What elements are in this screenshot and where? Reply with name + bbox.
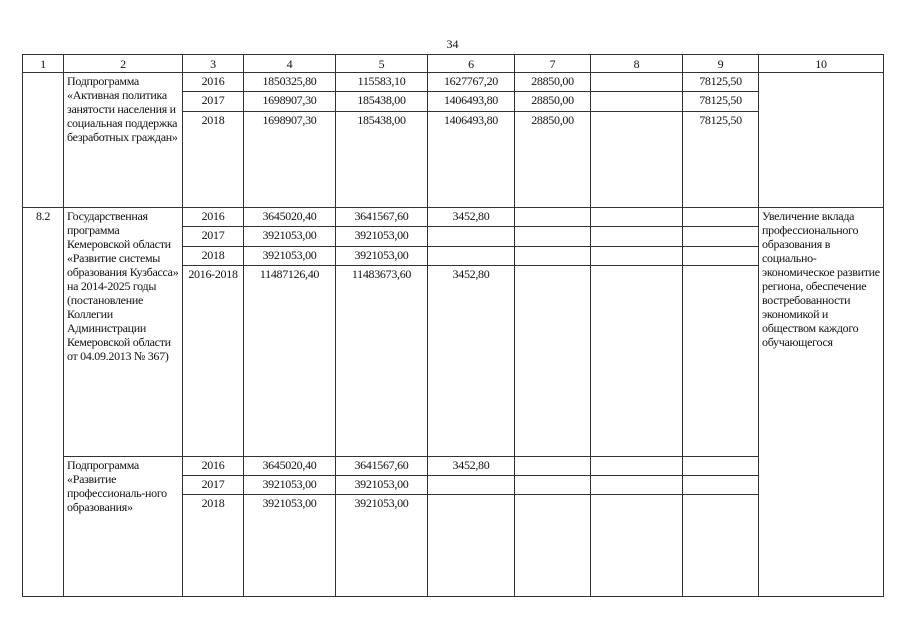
regional-budget-cell: 3921053,00 <box>336 475 428 494</box>
total-cell: 3645020,40 <box>244 208 336 227</box>
total-cell: 3921053,00 <box>244 475 336 494</box>
table-row <box>23 73 884 92</box>
column-number: 2 <box>64 55 183 73</box>
year-cell: 2017 <box>183 475 244 494</box>
extrabudget-cell: 78125,50 <box>683 92 759 111</box>
row-number-cell: 8.2 <box>23 208 64 597</box>
year-cell: 2017 <box>183 92 244 111</box>
column-number: 9 <box>683 55 759 73</box>
other-sources-cell <box>591 475 683 494</box>
expected-result-cell <box>759 73 884 208</box>
extrabudget-cell: 78125,50 <box>683 111 759 207</box>
column-number: 10 <box>759 55 884 73</box>
extrabudget-cell <box>683 246 759 265</box>
program-name-cell: Государственная программа Кемеровской области «Развитие системы образования Кузбасса» на 2014-2025 годы (постановление Коллегии Администрации Кемеровской области от 04.09.2013 № 367) <box>64 208 183 456</box>
regional-budget-cell: 3641567,60 <box>336 456 428 475</box>
total-cell: 3921053,00 <box>244 246 336 265</box>
page-number: 34 <box>446 37 459 51</box>
extrabudget-cell <box>683 227 759 246</box>
column-number: 5 <box>336 55 428 73</box>
extrabudget-cell <box>683 456 759 475</box>
year-cell: 2016-2018 <box>183 265 244 456</box>
column-number: 4 <box>244 55 336 73</box>
regional-budget-cell: 185438,00 <box>336 111 428 207</box>
table-row <box>23 456 884 475</box>
row-number-cell <box>23 73 64 208</box>
other-sources-cell <box>591 265 683 456</box>
regional-budget-cell: 115583,10 <box>336 73 428 92</box>
total-cell: 1698907,30 <box>244 111 336 207</box>
total-cell: 1698907,30 <box>244 92 336 111</box>
extrabudget-cell <box>683 475 759 494</box>
regional-budget-cell: 3641567,60 <box>336 208 428 227</box>
year-cell: 2016 <box>183 73 244 92</box>
local-budget-cell: 28850,00 <box>515 73 591 92</box>
federal-budget-cell: 3452,80 <box>428 208 515 227</box>
year-cell: 2017 <box>183 227 244 246</box>
extrabudget-cell <box>683 495 759 597</box>
extrabudget-cell <box>683 208 759 227</box>
total-cell: 11487126,40 <box>244 265 336 456</box>
other-sources-cell <box>591 208 683 227</box>
column-number: 3 <box>183 55 244 73</box>
table-body <box>23 55 884 597</box>
federal-budget-cell <box>428 246 515 265</box>
program-name-cell: Подпрограмма «Развитие профессиональ-ного образования» <box>64 456 183 596</box>
other-sources-cell <box>591 227 683 246</box>
total-cell: 3921053,00 <box>244 227 336 246</box>
regional-budget-cell: 3921053,00 <box>336 227 428 246</box>
column-number: 6 <box>428 55 515 73</box>
year-cell: 2018 <box>183 111 244 207</box>
table-row <box>23 208 884 227</box>
column-numbers-row <box>23 55 884 73</box>
year-cell: 2016 <box>183 208 244 227</box>
federal-budget-cell <box>428 227 515 246</box>
other-sources-cell <box>591 495 683 597</box>
other-sources-cell <box>591 73 683 92</box>
federal-budget-cell: 1406493,80 <box>428 111 515 207</box>
year-cell: 2018 <box>183 246 244 265</box>
regional-budget-cell: 3921053,00 <box>336 246 428 265</box>
regional-budget-cell: 185438,00 <box>336 92 428 111</box>
regional-budget-cell: 3921053,00 <box>336 495 428 597</box>
local-budget-cell <box>515 265 591 456</box>
column-number: 7 <box>515 55 591 73</box>
extrabudget-cell <box>683 265 759 456</box>
column-number: 1 <box>23 55 64 73</box>
total-cell: 3921053,00 <box>244 495 336 597</box>
local-budget-cell <box>515 456 591 475</box>
year-cell: 2016 <box>183 456 244 475</box>
expected-result-cell: Увеличение вклада профессионального образования в социально-экономическое развитие региона, обеспечение востребованности экономикой и обществом каждого обучающегося <box>759 208 884 597</box>
federal-budget-cell: 1406493,80 <box>428 92 515 111</box>
other-sources-cell <box>591 92 683 111</box>
federal-budget-cell: 3452,80 <box>428 456 515 475</box>
total-cell: 1850325,80 <box>244 73 336 92</box>
column-number: 8 <box>591 55 683 73</box>
total-cell: 3645020,40 <box>244 456 336 475</box>
local-budget-cell <box>515 246 591 265</box>
other-sources-cell <box>591 111 683 207</box>
federal-budget-cell: 1627767,20 <box>428 73 515 92</box>
federal-budget-cell <box>428 495 515 597</box>
local-budget-cell: 28850,00 <box>515 92 591 111</box>
program-financing-table <box>22 54 884 597</box>
local-budget-cell <box>515 208 591 227</box>
federal-budget-cell: 3452,80 <box>428 265 515 456</box>
program-name-cell: Подпрограмма «Активная политика занятости населения и социальная поддержка безработных граждан» <box>64 73 183 208</box>
federal-budget-cell <box>428 475 515 494</box>
other-sources-cell <box>591 456 683 475</box>
year-cell: 2018 <box>183 495 244 597</box>
other-sources-cell <box>591 246 683 265</box>
regional-budget-cell: 11483673,60 <box>336 265 428 456</box>
local-budget-cell <box>515 475 591 494</box>
extrabudget-cell: 78125,50 <box>683 73 759 92</box>
local-budget-cell <box>515 227 591 246</box>
local-budget-cell: 28850,00 <box>515 111 591 207</box>
local-budget-cell <box>515 495 591 597</box>
